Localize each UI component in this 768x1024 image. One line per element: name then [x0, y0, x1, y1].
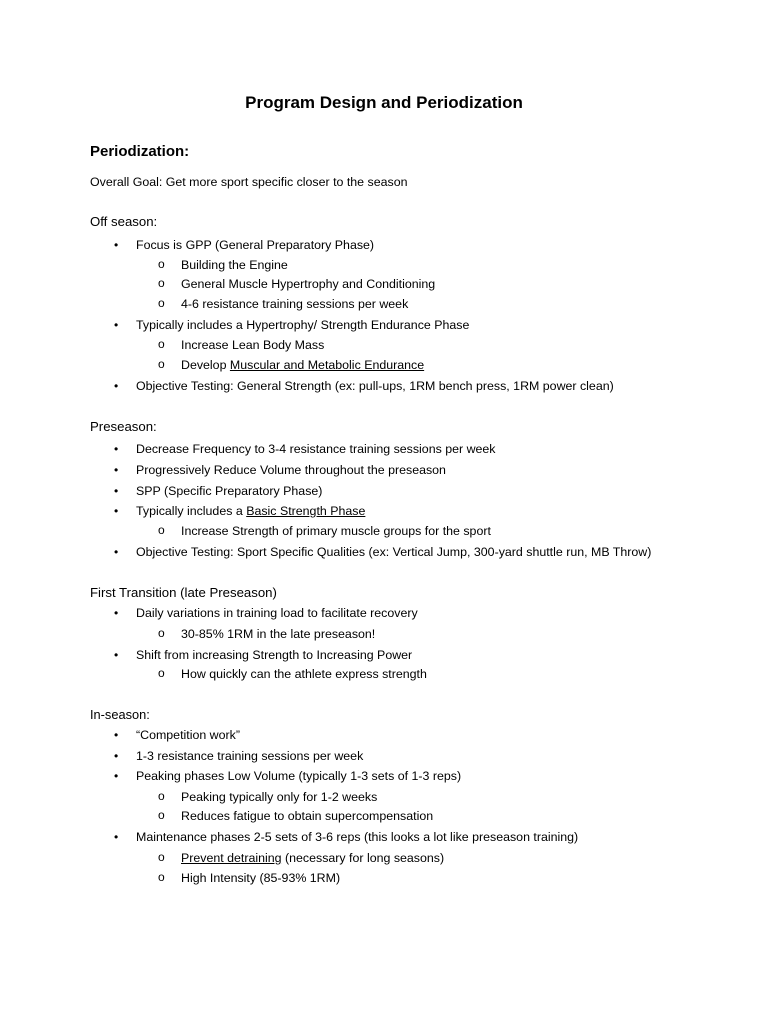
- sub-bullet-marker: o: [158, 337, 165, 351]
- bullet-marker: •: [114, 769, 119, 783]
- bullet-marker: •: [114, 442, 119, 456]
- bullet-marker: •: [114, 830, 119, 844]
- list-item-text: Building the Engine: [181, 258, 288, 272]
- list-item-text: Increase Strength of primary muscle groups for the sport: [181, 524, 491, 538]
- in-season-label: In-season:: [90, 707, 150, 722]
- list-item-text: Objective Testing: Sport Specific Qualities (ex: Vertical Jump, 300-yard shuttle run, MB Throw): [136, 545, 652, 559]
- list-item-text: 1-3 resistance training sessions per week: [136, 749, 364, 763]
- list-item-text: High Intensity (85-93% 1RM): [181, 871, 341, 885]
- underlined-text: Basic Strength Phase: [246, 504, 366, 518]
- list-item-text: [181, 357, 424, 373]
- bullet-marker: •: [114, 648, 119, 662]
- underlined-text: Muscular and Metabolic Endurance: [229, 358, 425, 372]
- list-item-text: Reduces fatigue to obtain supercompensation: [181, 809, 434, 823]
- sub-bullet-marker: o: [158, 808, 165, 822]
- list-item-text: Progressively Reduce Volume throughout the preseason: [136, 463, 446, 477]
- list-item-text: General Muscle Hypertrophy and Conditioning: [181, 277, 436, 291]
- page-title: Program Design and Periodization: [245, 93, 523, 112]
- list-item-text: SPP (Specific Preparatory Phase): [136, 484, 323, 498]
- underlined-text: Prevent detraining: [181, 851, 282, 865]
- list-item-text: 4-6 resistance training sessions per week: [181, 297, 409, 311]
- bullet-marker: •: [114, 749, 119, 763]
- bullet-marker: •: [114, 504, 119, 518]
- sub-bullet-marker: o: [158, 850, 165, 864]
- list-item-text: Objective Testing: General Strength (ex: pull-ups, 1RM bench press, 1RM power clean): [136, 379, 614, 393]
- sub-bullet-marker: o: [158, 276, 165, 290]
- sub-bullet-marker: o: [158, 870, 165, 884]
- list-item-text: [136, 503, 365, 519]
- bullet-marker: •: [114, 238, 119, 252]
- text-run: (necessary for long seasons): [281, 851, 445, 865]
- overall-goal: Overall Goal: Get more sport specific closer to the season: [90, 175, 408, 189]
- off-season-label: Off season:: [90, 214, 158, 229]
- sub-bullet-marker: o: [158, 296, 165, 310]
- sub-bullet-marker: o: [158, 523, 165, 537]
- sub-bullet-marker: o: [158, 357, 165, 371]
- bullet-marker: •: [114, 379, 119, 393]
- list-item-text: Increase Lean Body Mass: [181, 338, 325, 352]
- sub-bullet-marker: o: [158, 789, 165, 803]
- list-item-text: “Competition work”: [136, 728, 240, 742]
- text-run: Typically includes a: [136, 504, 247, 518]
- bullet-marker: •: [114, 463, 119, 477]
- list-item-text: Decrease Frequency to 3-4 resistance training sessions per week: [136, 442, 496, 456]
- list-item-text: Daily variations in training load to facilitate recovery: [136, 606, 418, 620]
- list-item-text: Peaking phases Low Volume (typically 1-3 sets of 1-3 reps): [136, 769, 462, 783]
- bullet-marker: •: [114, 318, 119, 332]
- bullet-marker: •: [114, 728, 119, 742]
- list-item-text: Focus is GPP (General Preparatory Phase): [136, 238, 375, 252]
- text-run: Develop: [181, 358, 230, 372]
- first-transition-label: First Transition (late Preseason): [90, 585, 277, 600]
- list-item-text: Peaking typically only for 1-2 weeks: [181, 790, 378, 804]
- list-item-text: Shift from increasing Strength to Increasing Power: [136, 648, 413, 662]
- sub-bullet-marker: o: [158, 626, 165, 640]
- bullet-marker: •: [114, 606, 119, 620]
- list-item-text: Maintenance phases 2-5 sets of 3-6 reps (this looks a lot like preseason training): [136, 830, 579, 844]
- section-heading: Periodization:: [90, 143, 190, 160]
- sub-bullet-marker: o: [158, 257, 165, 271]
- bullet-marker: •: [114, 545, 119, 559]
- list-item-text: 30-85% 1RM in the late preseason!: [181, 627, 376, 641]
- bullet-marker: •: [114, 484, 119, 498]
- list-item-text: [181, 850, 444, 866]
- sub-bullet-marker: o: [158, 666, 165, 680]
- preseason-label: Preseason:: [90, 419, 157, 434]
- list-item-text: How quickly can the athlete express strength: [181, 667, 427, 681]
- list-item-text: Typically includes a Hypertrophy/ Strength Endurance Phase: [136, 318, 470, 332]
